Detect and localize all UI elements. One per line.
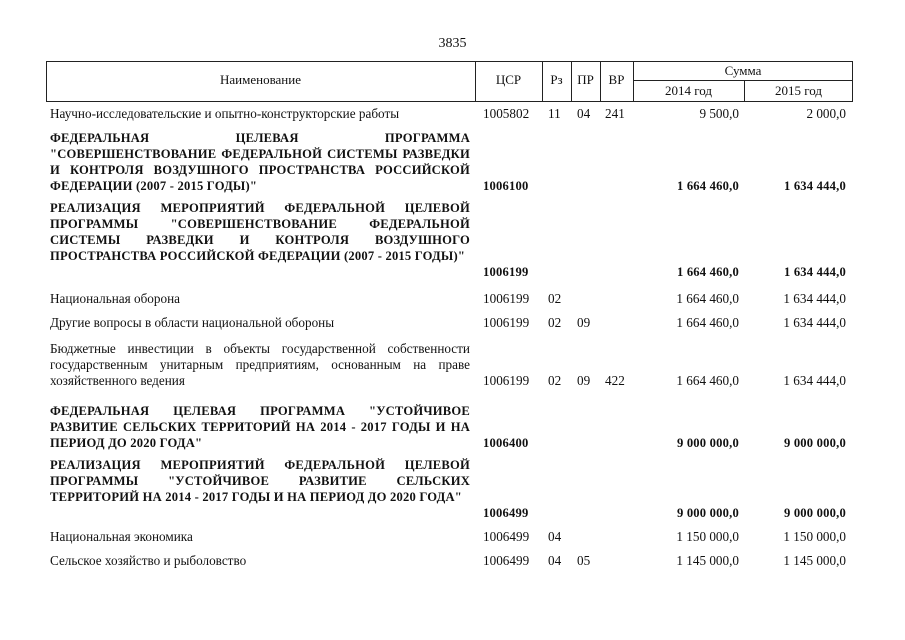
table-row bbox=[0, 457, 905, 521]
row-amount-2015: 2 000,0 bbox=[806, 106, 846, 121]
row-vr: 241 bbox=[605, 106, 625, 121]
header-vr: ВР bbox=[608, 72, 625, 87]
row-csr: 1005802 bbox=[483, 106, 530, 121]
table-row bbox=[0, 106, 905, 122]
header-csr: ЦСР bbox=[495, 72, 522, 87]
row-pr: 05 bbox=[577, 553, 591, 568]
row-vr: 422 bbox=[605, 373, 625, 388]
row-csr: 1006199 bbox=[483, 265, 529, 279]
row-csr: 1006499 bbox=[483, 553, 530, 568]
row-csr: 1006499 bbox=[483, 529, 530, 544]
row-rz: 02 bbox=[548, 291, 562, 306]
table-row bbox=[0, 403, 905, 451]
table-row bbox=[0, 291, 905, 307]
row-amount-2014: 1 664 460,0 bbox=[676, 179, 739, 193]
row-rz: 02 bbox=[548, 373, 562, 388]
row-amount-2014: 9 000 000,0 bbox=[676, 506, 739, 520]
row-name: Другие вопросы в области национальной обороны bbox=[50, 315, 335, 330]
row-amount-2015: 1 150 000,0 bbox=[783, 529, 846, 544]
row-rz: 02 bbox=[548, 315, 562, 330]
row-name: Научно-исследовательские и опытно-конструкторские работы bbox=[50, 106, 400, 121]
row-name: Национальная экономика bbox=[50, 529, 193, 544]
row-csr: 1006400 bbox=[483, 436, 529, 450]
table-header bbox=[46, 61, 853, 101]
row-pr: 04 bbox=[577, 106, 591, 121]
row-rz: 04 bbox=[548, 529, 562, 544]
header-top-rule bbox=[46, 61, 853, 62]
header-2014: 2014 год bbox=[665, 83, 712, 98]
row-pr: 09 bbox=[577, 315, 591, 330]
row-csr: 1006100 bbox=[483, 179, 529, 193]
table-row bbox=[0, 315, 905, 331]
row-name: Национальная оборона bbox=[50, 291, 180, 306]
row-rz: 04 bbox=[548, 553, 562, 568]
row-name: Сельское хозяйство и рыболовство bbox=[50, 553, 247, 568]
row-amount-2015: 1 634 444,0 bbox=[783, 315, 846, 330]
row-name: ФЕДЕРАЛЬНАЯ ЦЕЛЕВАЯ ПРОГРАММА "УСТОЙЧИВОЕ РАЗВИТИЕ СЕЛЬСКИХ ТЕРРИТОРИЙ НА 2014 - 2017 ГОДЫ И НА ПЕРИОД ДО 2020 ГОДА" bbox=[50, 404, 470, 450]
row-amount-2015: 1 145 000,0 bbox=[783, 553, 846, 568]
row-amount-2014: 1 664 460,0 bbox=[676, 265, 739, 279]
row-rz: 11 bbox=[548, 106, 561, 121]
row-amount-2014: 9 000 000,0 bbox=[676, 436, 739, 450]
row-pr: 09 bbox=[577, 373, 591, 388]
row-amount-2014: 1 664 460,0 bbox=[676, 373, 739, 388]
header-bottom-rule bbox=[46, 101, 853, 102]
row-amount-2014: 1 664 460,0 bbox=[676, 291, 739, 306]
header-name: Наименование bbox=[220, 72, 301, 87]
header-pr: ПР bbox=[577, 72, 594, 87]
row-amount-2015: 1 634 444,0 bbox=[783, 265, 846, 279]
row-name: Бюджетные инвестиции в объекты государственной собственности государственным унитарным предприятиям, основанным на праве хозяйственного ведения bbox=[50, 341, 470, 388]
row-amount-2015: 1 634 444,0 bbox=[783, 179, 846, 193]
row-name: РЕАЛИЗАЦИЯ МЕРОПРИЯТИЙ ФЕДЕРАЛЬНОЙ ЦЕЛЕВОЙ ПРОГРАММЫ "СОВЕРШЕНСТВОВАНИЕ ФЕДЕРАЛЬНОЙ СИСТЕМЫ РАЗВЕДКИ И КОНТРОЛЯ ВОЗДУШНОГО ПРОСТРАНСТВА РОССИЙСКОЙ ФЕДЕРАЦИИ (2007 - 2015 ГОДЫ)" bbox=[50, 201, 470, 263]
row-amount-2014: 1 145 000,0 bbox=[676, 553, 739, 568]
header-rz: Рз bbox=[550, 72, 563, 87]
page-number: 3835 bbox=[438, 36, 467, 51]
row-amount-2015: 9 000 000,0 bbox=[783, 506, 846, 520]
row-amount-2015: 9 000 000,0 bbox=[783, 436, 846, 450]
row-amount-2015: 1 634 444,0 bbox=[783, 291, 846, 306]
table-row bbox=[0, 200, 905, 280]
row-csr: 1006199 bbox=[483, 291, 530, 306]
row-name: ФЕДЕРАЛЬНАЯ ЦЕЛЕВАЯ ПРОГРАММА "СОВЕРШЕНСТВОВАНИЕ ФЕДЕРАЛЬНОЙ СИСТЕМЫ РАЗВЕДКИ И КОНТРОЛЯ ВОЗДУШНОГО ПРОСТРАНСТВА РОССИЙСКОЙ ФЕДЕРАЦИИ (2007 - 2015 ГОДЫ)" bbox=[50, 131, 470, 193]
table-row bbox=[0, 341, 905, 389]
row-name: РЕАЛИЗАЦИЯ МЕРОПРИЯТИЙ ФЕДЕРАЛЬНОЙ ЦЕЛЕВОЙ ПРОГРАММЫ "УСТОЙЧИВОЕ РАЗВИТИЕ СЕЛЬСКИХ ТЕРРИТОРИЙ НА 2014 - 2017 ГОДЫ И НА ПЕРИОД ДО 2020 ГОДА" bbox=[50, 458, 470, 504]
header-2015: 2015 год bbox=[775, 83, 822, 98]
row-amount-2014: 1 150 000,0 bbox=[676, 529, 739, 544]
row-amount-2014: 9 500,0 bbox=[699, 106, 739, 121]
table-row bbox=[0, 529, 905, 545]
table-row bbox=[0, 130, 905, 194]
header-sum: Сумма bbox=[724, 63, 762, 78]
row-csr: 1006199 bbox=[483, 315, 530, 330]
row-csr: 1006499 bbox=[483, 506, 529, 520]
sum-split-rule bbox=[633, 80, 853, 81]
row-csr: 1006199 bbox=[483, 373, 530, 388]
row-amount-2015: 1 634 444,0 bbox=[783, 373, 846, 388]
table-row bbox=[0, 553, 905, 569]
row-amount-2014: 1 664 460,0 bbox=[676, 315, 739, 330]
